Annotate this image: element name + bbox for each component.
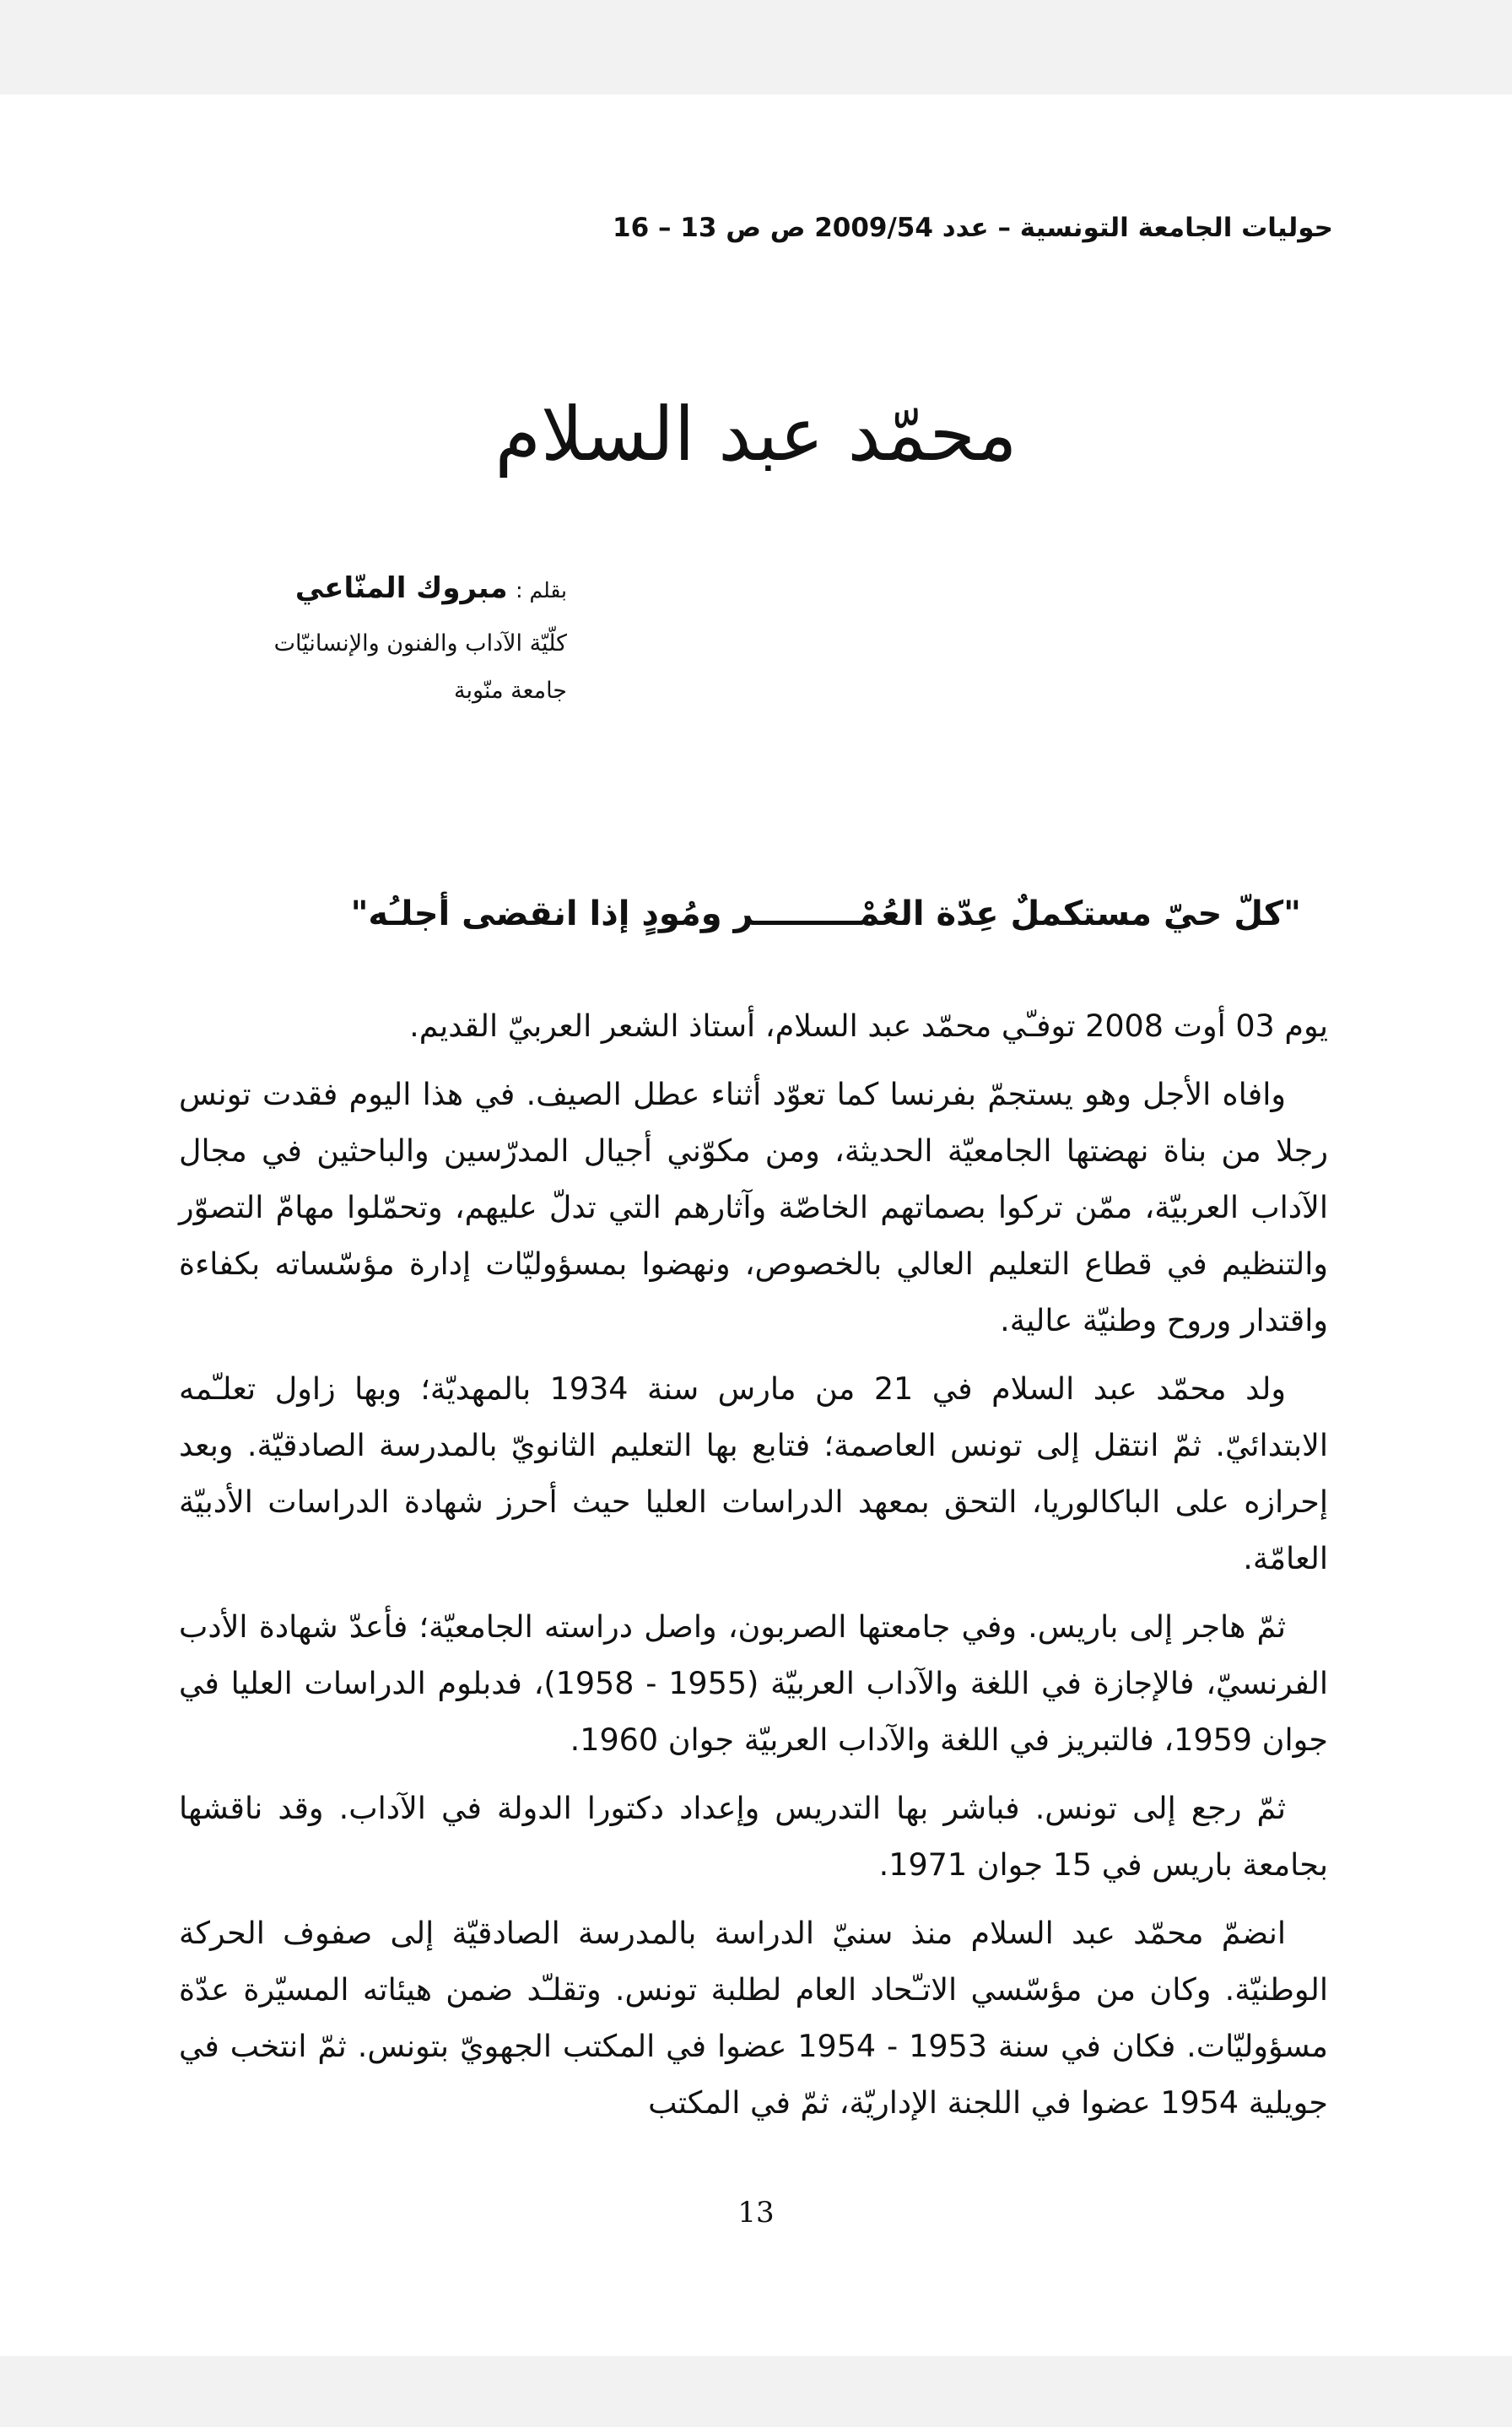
page-number: 13	[737, 2196, 775, 2230]
running-header: حوليات الجامعة التونسية – عدد 2009/54 ص ص 13 – 16	[613, 213, 1333, 243]
affiliation-faculty: كلّيّة الآداب والفنون والإنسانيّات	[273, 630, 567, 657]
paragraph: ثمّ هاجر إلى باريس. وفي جامعتها الصربون، واصل دراسته الجامعيّة؛ فأعدّ شهادة الأدب الفرنسيّ، فالإجازة في اللغة والآداب العربيّة (1955 - 1958)، فدبلوم الدراسات العليا في جوان 1959، فالتبريز في اللغة والآداب العربيّة جوان 1960.	[179, 1608, 1328, 1758]
paragraph: ولد محمّد عبد السلام في 21 من مارس سنة 1934 بالمهديّة؛ وبها زاول تعلـّمه الابتدائيّ. ثمّ انتقل إلى تونس العاصمة؛ فتابع بها التعليم الثانويّ بالمدرسة الصادقيّة. وبعد إحرازه على الباكالوريا، التحق بمعهد الدراسات العليا حيث أحرز شهادة الدراسات الأدبيّة العامّة.	[179, 1370, 1328, 1576]
author-line	[196, 571, 567, 605]
article-title: محمّد عبد السلام	[494, 391, 1018, 478]
author-name: مبروك المنّاعي	[294, 571, 508, 605]
author-block	[196, 571, 567, 715]
author-prefix: بقلم :	[516, 578, 567, 603]
epigraph-verse: "كلّ حيّ مستكملٌ عِدّة العُمْـــــــــر ومُودٍ إذا انقضى أجلـُه"	[350, 895, 1301, 933]
paragraph: وافاه الأجل وهو يستجمّ بفرنسا كما تعوّد أثناء عطل الصيف. في هذا اليوم فقدت تونس رجلا من بناة نهضتها الجامعيّة الحديثة، ومن مكوّني أجيال المدرّسين والباحثين في مجال الآداب العربيّة، ممّن تركوا بصماتهم الخاصّة وآثارهم التي تدلّ عليهم، وتحمّلوا مهامّ التصوّر والتنظيم في قطاع التعليم العالي بالخصوص، ونهضوا بمسؤوليّات إدارة مؤسّساته بكفاءة واقتدار وروح وطنيّة عالية.	[179, 1076, 1328, 1338]
document-page	[0, 95, 1512, 2356]
paragraph: انضمّ محمّد عبد السلام منذ سنيّ الدراسة بالمدرسة الصادقيّة إلى صفوف الحركة الوطنيّة. وكان من مؤسّسي الاتـّحاد العام لطلبة تونس. وتقلـّد ضمن هيئاته المسيّرة عدّة مسؤوليّات. فكان في سنة 1953 - 1954 عضوا في المكتب الجهويّ بتونس. ثمّ انتخب في جويلية 1954 عضوا في اللجنة الإداريّة، ثمّ في المكتب	[179, 1915, 1328, 2121]
article-body	[179, 997, 1328, 2143]
paragraph: يوم 03 أوت 2008 توفـّي محمّد عبد السلام، أستاذ الشعر العربيّ القديم.	[409, 1008, 1328, 1044]
paragraph: ثمّ رجع إلى تونس. فباشر بها التدريس وإعداد دكتورا الدولة في الآداب. وقد ناقشها بجامعة باريس في 15 جوان 1971.	[179, 1790, 1328, 1883]
affiliation-university: جامعة منّوبة	[453, 678, 567, 704]
